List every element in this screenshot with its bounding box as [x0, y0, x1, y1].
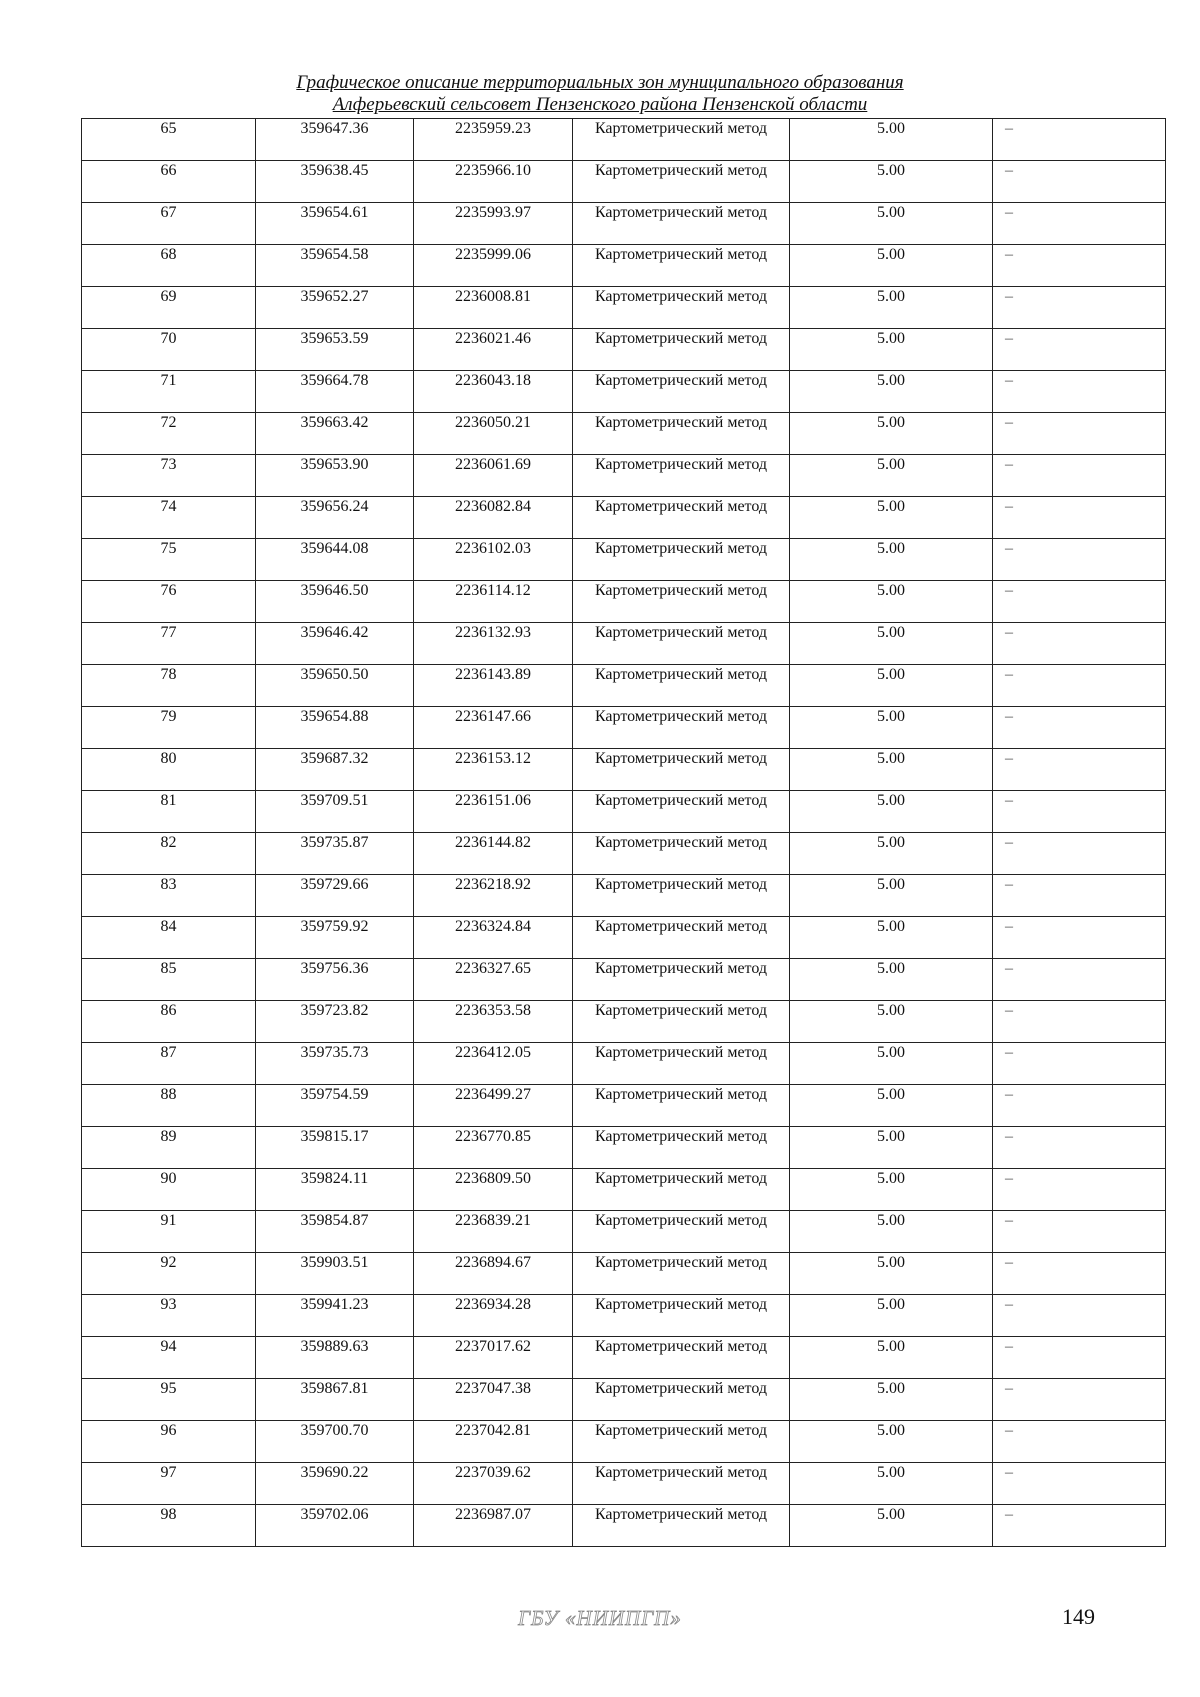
method-cell: Картометрический метод: [573, 1379, 790, 1421]
point-number-cell: 75: [82, 539, 256, 581]
note-cell: –: [993, 833, 1166, 875]
table-row: [82, 1043, 1166, 1085]
x-coordinate-cell: 359700.70: [256, 1421, 414, 1463]
point-number-cell: 79: [82, 707, 256, 749]
table-row: [82, 329, 1166, 371]
coordinates-table: [81, 118, 1166, 1547]
method-cell: Картометрический метод: [573, 119, 790, 161]
note-cell: –: [993, 1169, 1166, 1211]
y-coordinate-cell: 2236218.92: [414, 875, 573, 917]
point-number-cell: 90: [82, 1169, 256, 1211]
method-cell: Картометрический метод: [573, 1295, 790, 1337]
accuracy-cell: 5.00: [790, 875, 993, 917]
note-cell: –: [993, 791, 1166, 833]
table-row: [82, 413, 1166, 455]
note-cell: –: [993, 1379, 1166, 1421]
accuracy-cell: 5.00: [790, 455, 993, 497]
y-coordinate-cell: 2236151.06: [414, 791, 573, 833]
x-coordinate-cell: 359889.63: [256, 1337, 414, 1379]
method-cell: Картометрический метод: [573, 1001, 790, 1043]
table-row: [82, 749, 1166, 791]
x-coordinate-cell: 359647.36: [256, 119, 414, 161]
note-cell: –: [993, 329, 1166, 371]
point-number-cell: 69: [82, 287, 256, 329]
accuracy-cell: 5.00: [790, 161, 993, 203]
point-number-cell: 73: [82, 455, 256, 497]
method-cell: Картометрический метод: [573, 413, 790, 455]
point-number-cell: 86: [82, 1001, 256, 1043]
point-number-cell: 70: [82, 329, 256, 371]
accuracy-cell: 5.00: [790, 245, 993, 287]
note-cell: –: [993, 1463, 1166, 1505]
table-row: [82, 245, 1166, 287]
x-coordinate-cell: 359690.22: [256, 1463, 414, 1505]
accuracy-cell: 5.00: [790, 1085, 993, 1127]
accuracy-cell: 5.00: [790, 1295, 993, 1337]
method-cell: Картометрический метод: [573, 161, 790, 203]
table-row: [82, 875, 1166, 917]
point-number-cell: 93: [82, 1295, 256, 1337]
table-row: [82, 1379, 1166, 1421]
point-number-cell: 91: [82, 1211, 256, 1253]
point-number-cell: 66: [82, 161, 256, 203]
table-row: [82, 623, 1166, 665]
point-number-cell: 65: [82, 119, 256, 161]
accuracy-cell: 5.00: [790, 1253, 993, 1295]
x-coordinate-cell: 359656.24: [256, 497, 414, 539]
note-cell: –: [993, 875, 1166, 917]
y-coordinate-cell: 2236143.89: [414, 665, 573, 707]
table-row: [82, 1337, 1166, 1379]
table-row: [82, 1001, 1166, 1043]
table-row: [82, 539, 1166, 581]
method-cell: Картометрический метод: [573, 581, 790, 623]
y-coordinate-cell: 2236324.84: [414, 917, 573, 959]
accuracy-cell: 5.00: [790, 581, 993, 623]
note-cell: –: [993, 959, 1166, 1001]
accuracy-cell: 5.00: [790, 833, 993, 875]
note-cell: –: [993, 119, 1166, 161]
point-number-cell: 87: [82, 1043, 256, 1085]
y-coordinate-cell: 2236043.18: [414, 371, 573, 413]
accuracy-cell: 5.00: [790, 203, 993, 245]
table-row: [82, 707, 1166, 749]
method-cell: Картометрический метод: [573, 1421, 790, 1463]
accuracy-cell: 5.00: [790, 1421, 993, 1463]
point-number-cell: 67: [82, 203, 256, 245]
note-cell: –: [993, 749, 1166, 791]
x-coordinate-cell: 359754.59: [256, 1085, 414, 1127]
x-coordinate-cell: 359709.51: [256, 791, 414, 833]
x-coordinate-cell: 359867.81: [256, 1379, 414, 1421]
x-coordinate-cell: 359702.06: [256, 1505, 414, 1547]
y-coordinate-cell: 2236499.27: [414, 1085, 573, 1127]
method-cell: Картометрический метод: [573, 623, 790, 665]
x-coordinate-cell: 359638.45: [256, 161, 414, 203]
method-cell: Картометрический метод: [573, 1337, 790, 1379]
method-cell: Картометрический метод: [573, 245, 790, 287]
note-cell: –: [993, 1043, 1166, 1085]
accuracy-cell: 5.00: [790, 1505, 993, 1547]
note-cell: –: [993, 1337, 1166, 1379]
y-coordinate-cell: 2236082.84: [414, 497, 573, 539]
accuracy-cell: 5.00: [790, 665, 993, 707]
x-coordinate-cell: 359903.51: [256, 1253, 414, 1295]
x-coordinate-cell: 359663.42: [256, 413, 414, 455]
method-cell: Картометрический метод: [573, 1043, 790, 1085]
table-row: [82, 1169, 1166, 1211]
table-row: [82, 917, 1166, 959]
point-number-cell: 82: [82, 833, 256, 875]
document-header: [0, 72, 1200, 116]
note-cell: –: [993, 707, 1166, 749]
point-number-cell: 74: [82, 497, 256, 539]
accuracy-cell: 5.00: [790, 497, 993, 539]
y-coordinate-cell: 2236050.21: [414, 413, 573, 455]
x-coordinate-cell: 359646.42: [256, 623, 414, 665]
x-coordinate-cell: 359650.50: [256, 665, 414, 707]
table-row: [82, 959, 1166, 1001]
x-coordinate-cell: 359654.58: [256, 245, 414, 287]
note-cell: –: [993, 413, 1166, 455]
accuracy-cell: 5.00: [790, 707, 993, 749]
table-row: [82, 497, 1166, 539]
point-number-cell: 89: [82, 1127, 256, 1169]
accuracy-cell: 5.00: [790, 959, 993, 1001]
x-coordinate-cell: 359646.50: [256, 581, 414, 623]
note-cell: –: [993, 665, 1166, 707]
table-row: [82, 371, 1166, 413]
table-row: [82, 1505, 1166, 1547]
y-coordinate-cell: 2236839.21: [414, 1211, 573, 1253]
accuracy-cell: 5.00: [790, 791, 993, 833]
y-coordinate-cell: 2236114.12: [414, 581, 573, 623]
x-coordinate-cell: 359654.88: [256, 707, 414, 749]
accuracy-cell: 5.00: [790, 1463, 993, 1505]
method-cell: Картометрический метод: [573, 875, 790, 917]
y-coordinate-cell: 2236934.28: [414, 1295, 573, 1337]
table-row: [82, 665, 1166, 707]
method-cell: Картометрический метод: [573, 1127, 790, 1169]
accuracy-cell: 5.00: [790, 1169, 993, 1211]
x-coordinate-cell: 359654.61: [256, 203, 414, 245]
point-number-cell: 83: [82, 875, 256, 917]
method-cell: Картометрический метод: [573, 1169, 790, 1211]
note-cell: –: [993, 917, 1166, 959]
method-cell: Картометрический метод: [573, 791, 790, 833]
y-coordinate-cell: 2237017.62: [414, 1337, 573, 1379]
x-coordinate-cell: 359854.87: [256, 1211, 414, 1253]
method-cell: Картометрический метод: [573, 1505, 790, 1547]
method-cell: Картометрический метод: [573, 707, 790, 749]
y-coordinate-cell: 2235993.97: [414, 203, 573, 245]
x-coordinate-cell: 359653.59: [256, 329, 414, 371]
table-row: [82, 581, 1166, 623]
y-coordinate-cell: 2236021.46: [414, 329, 573, 371]
y-coordinate-cell: 2235999.06: [414, 245, 573, 287]
y-coordinate-cell: 2236353.58: [414, 1001, 573, 1043]
point-number-cell: 85: [82, 959, 256, 1001]
point-number-cell: 72: [82, 413, 256, 455]
note-cell: –: [993, 1421, 1166, 1463]
table-row: [82, 833, 1166, 875]
table-row: [82, 287, 1166, 329]
note-cell: –: [993, 581, 1166, 623]
x-coordinate-cell: 359653.90: [256, 455, 414, 497]
method-cell: Картометрический метод: [573, 455, 790, 497]
table-row: [82, 1253, 1166, 1295]
y-coordinate-cell: 2237042.81: [414, 1421, 573, 1463]
y-coordinate-cell: 2235966.10: [414, 161, 573, 203]
note-cell: –: [993, 497, 1166, 539]
accuracy-cell: 5.00: [790, 119, 993, 161]
y-coordinate-cell: 2236147.66: [414, 707, 573, 749]
page-number: 149: [1062, 1604, 1095, 1629]
method-cell: Картометрический метод: [573, 287, 790, 329]
note-cell: –: [993, 539, 1166, 581]
y-coordinate-cell: 2236412.05: [414, 1043, 573, 1085]
x-coordinate-cell: 359824.11: [256, 1169, 414, 1211]
table-row: [82, 119, 1166, 161]
method-cell: Картометрический метод: [573, 1253, 790, 1295]
accuracy-cell: 5.00: [790, 413, 993, 455]
method-cell: Картометрический метод: [573, 665, 790, 707]
x-coordinate-cell: 359652.27: [256, 287, 414, 329]
accuracy-cell: 5.00: [790, 1043, 993, 1085]
method-cell: Картометрический метод: [573, 1211, 790, 1253]
x-coordinate-cell: 359735.87: [256, 833, 414, 875]
x-coordinate-cell: 359756.36: [256, 959, 414, 1001]
x-coordinate-cell: 359815.17: [256, 1127, 414, 1169]
x-coordinate-cell: 359735.73: [256, 1043, 414, 1085]
y-coordinate-cell: 2236327.65: [414, 959, 573, 1001]
point-number-cell: 77: [82, 623, 256, 665]
point-number-cell: 97: [82, 1463, 256, 1505]
y-coordinate-cell: 2236144.82: [414, 833, 573, 875]
method-cell: Картометрический метод: [573, 917, 790, 959]
note-cell: –: [993, 371, 1166, 413]
x-coordinate-cell: 359759.92: [256, 917, 414, 959]
point-number-cell: 94: [82, 1337, 256, 1379]
point-number-cell: 88: [82, 1085, 256, 1127]
note-cell: –: [993, 203, 1166, 245]
point-number-cell: 71: [82, 371, 256, 413]
point-number-cell: 81: [82, 791, 256, 833]
table-row: [82, 1127, 1166, 1169]
y-coordinate-cell: 2236809.50: [414, 1169, 573, 1211]
x-coordinate-cell: 359644.08: [256, 539, 414, 581]
accuracy-cell: 5.00: [790, 623, 993, 665]
point-number-cell: 68: [82, 245, 256, 287]
organization-stamp: ГБУ «НИИПГП»: [518, 1606, 682, 1630]
accuracy-cell: 5.00: [790, 539, 993, 581]
table-row: [82, 791, 1166, 833]
note-cell: –: [993, 1085, 1166, 1127]
y-coordinate-cell: 2236102.03: [414, 539, 573, 581]
note-cell: –: [993, 287, 1166, 329]
coordinates-table-body: [82, 119, 1166, 1547]
y-coordinate-cell: 2236153.12: [414, 749, 573, 791]
note-cell: –: [993, 161, 1166, 203]
point-number-cell: 95: [82, 1379, 256, 1421]
note-cell: –: [993, 1001, 1166, 1043]
method-cell: Картометрический метод: [573, 1085, 790, 1127]
note-cell: –: [993, 455, 1166, 497]
accuracy-cell: 5.00: [790, 1211, 993, 1253]
method-cell: Картометрический метод: [573, 1463, 790, 1505]
point-number-cell: 92: [82, 1253, 256, 1295]
y-coordinate-cell: 2236061.69: [414, 455, 573, 497]
point-number-cell: 98: [82, 1505, 256, 1547]
y-coordinate-cell: 2236008.81: [414, 287, 573, 329]
accuracy-cell: 5.00: [790, 371, 993, 413]
method-cell: Картометрический метод: [573, 749, 790, 791]
point-number-cell: 84: [82, 917, 256, 959]
note-cell: –: [993, 623, 1166, 665]
table-row: [82, 1421, 1166, 1463]
point-number-cell: 96: [82, 1421, 256, 1463]
accuracy-cell: 5.00: [790, 749, 993, 791]
document-title-line-1: Графическое описание территориальных зон муниципального образования: [296, 72, 904, 93]
y-coordinate-cell: 2237039.62: [414, 1463, 573, 1505]
y-coordinate-cell: 2236894.67: [414, 1253, 573, 1295]
accuracy-cell: 5.00: [790, 1337, 993, 1379]
accuracy-cell: 5.00: [790, 287, 993, 329]
method-cell: Картометрический метод: [573, 329, 790, 371]
table-row: [82, 1211, 1166, 1253]
method-cell: Картометрический метод: [573, 833, 790, 875]
method-cell: Картометрический метод: [573, 203, 790, 245]
accuracy-cell: 5.00: [790, 1379, 993, 1421]
accuracy-cell: 5.00: [790, 1127, 993, 1169]
table-row: [82, 1295, 1166, 1337]
accuracy-cell: 5.00: [790, 1001, 993, 1043]
y-coordinate-cell: 2235959.23: [414, 119, 573, 161]
table-row: [82, 203, 1166, 245]
note-cell: –: [993, 1253, 1166, 1295]
y-coordinate-cell: 2236987.07: [414, 1505, 573, 1547]
document-title-line-2: Алферьевский сельсовет Пензенского района Пензенской области: [332, 94, 868, 115]
x-coordinate-cell: 359729.66: [256, 875, 414, 917]
table-row: [82, 1463, 1166, 1505]
table-row: [82, 455, 1166, 497]
table-row: [82, 161, 1166, 203]
y-coordinate-cell: 2236770.85: [414, 1127, 573, 1169]
note-cell: –: [993, 1505, 1166, 1547]
note-cell: –: [993, 1211, 1166, 1253]
point-number-cell: 76: [82, 581, 256, 623]
point-number-cell: 80: [82, 749, 256, 791]
method-cell: Картометрический метод: [573, 371, 790, 413]
x-coordinate-cell: 359687.32: [256, 749, 414, 791]
point-number-cell: 78: [82, 665, 256, 707]
x-coordinate-cell: 359664.78: [256, 371, 414, 413]
y-coordinate-cell: 2237047.38: [414, 1379, 573, 1421]
y-coordinate-cell: 2236132.93: [414, 623, 573, 665]
accuracy-cell: 5.00: [790, 917, 993, 959]
note-cell: –: [993, 1295, 1166, 1337]
accuracy-cell: 5.00: [790, 329, 993, 371]
note-cell: –: [993, 245, 1166, 287]
method-cell: Картометрический метод: [573, 539, 790, 581]
x-coordinate-cell: 359723.82: [256, 1001, 414, 1043]
note-cell: –: [993, 1127, 1166, 1169]
method-cell: Картометрический метод: [573, 497, 790, 539]
method-cell: Картометрический метод: [573, 959, 790, 1001]
table-row: [82, 1085, 1166, 1127]
x-coordinate-cell: 359941.23: [256, 1295, 414, 1337]
